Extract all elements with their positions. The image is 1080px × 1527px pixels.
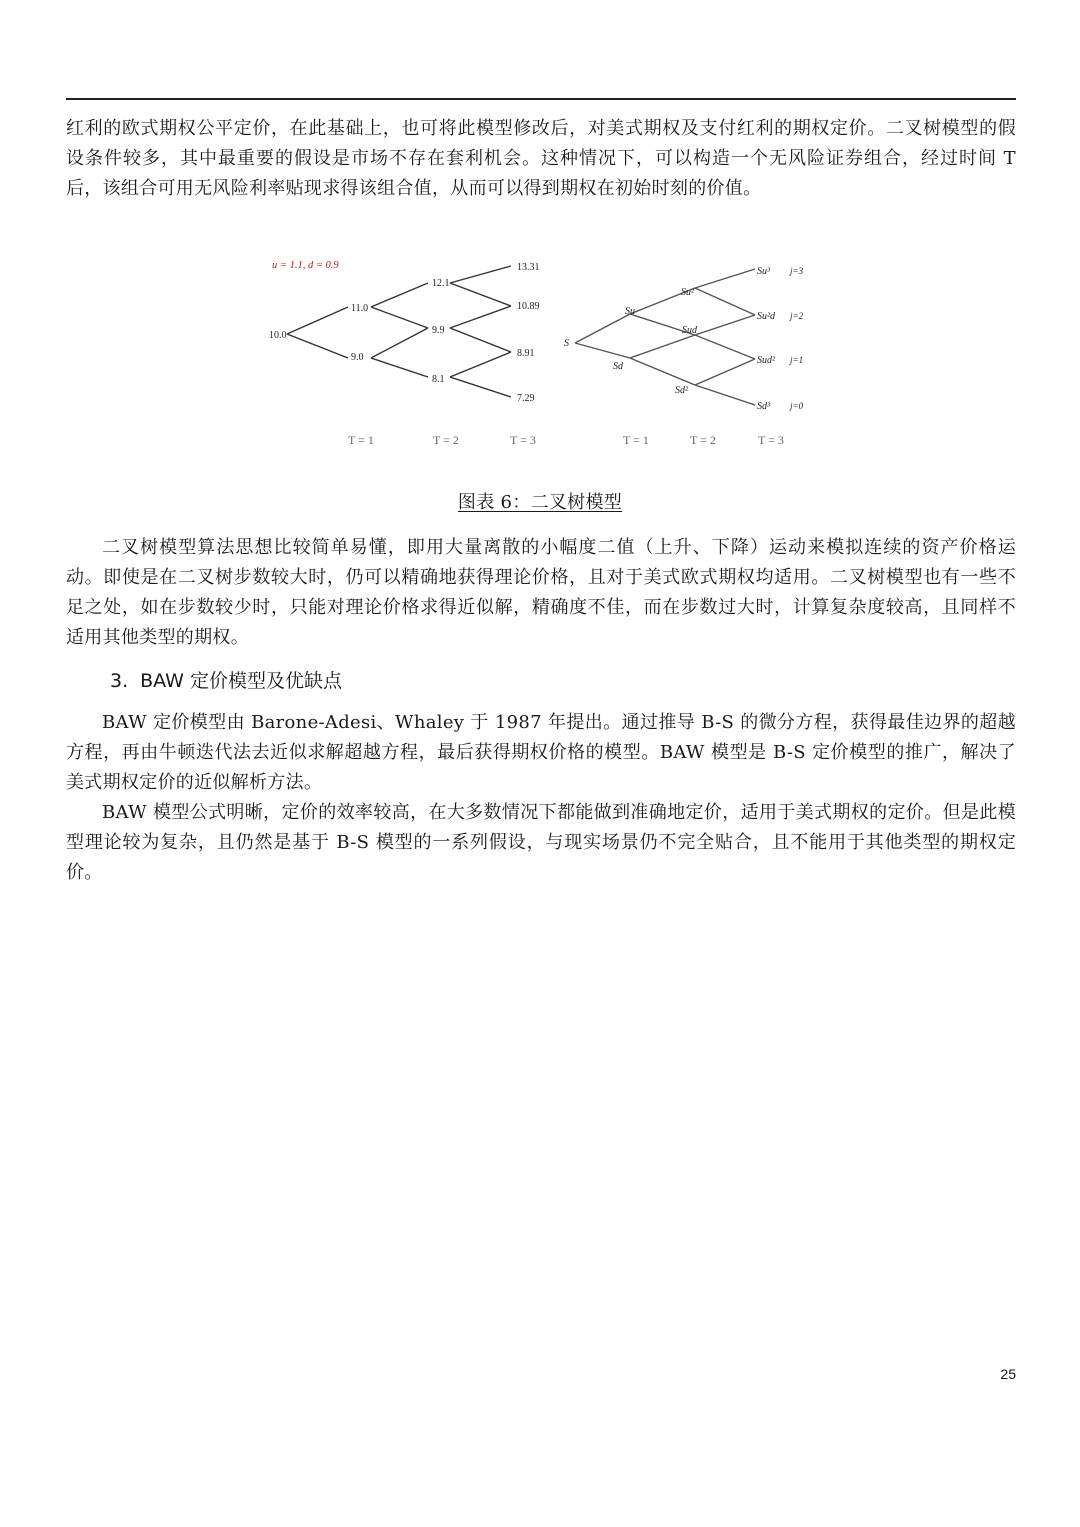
right-tree-nodes — [564, 266, 776, 412]
paragraph-binomial-intro: 红利的欧式期权公平定价，在此基础上，也可将此模型修改后，对美式期权及支付红利的期权定价。二叉树模型的假设条件较多，其中最重要的假设是市场不存在套利机会。这种情况下，可以构造一个无风险证券组合，经过时间 T 后，该组合可用无风险利率贴现求得该组合值，从而可以得到期权在初始时刻的价值。 — [66, 118, 1016, 199]
page-number: 25 — [1000, 1366, 1016, 1382]
left-time-label-2: T = 2 — [433, 433, 459, 447]
node-13-31: 13.31 — [517, 262, 540, 273]
binomial-tree-diagram — [255, 246, 825, 456]
j-labels — [789, 266, 804, 411]
tree-parameter-label: u = 1.1, d = 0.9 — [272, 260, 339, 271]
j-label-1: j=1 — [790, 355, 804, 365]
figure-caption-text: 图表 6：二叉树模型 — [457, 492, 623, 513]
paragraph-binomial-pros-cons: 二叉树模型算法思想比较简单易懂，即用大量离散的小幅度二值（上升、下降）运动来模拟连续的资产价格运动。即使是在二叉树步数较大时，仍可以精确地获得理论价格，且对于美式欧式期权均适用。二叉树模型也有一些不足之处，如在步数较少时，只能对理论价格求得近似解，精确度不佳，而在步数过大时，计算复杂度较高，且同样不适用其他类型的期权。 — [66, 537, 1016, 648]
node-sd: Sd — [613, 361, 623, 372]
right-tree-edges — [575, 269, 755, 405]
node-sd2: Sd² — [675, 385, 688, 396]
section-number: 3. — [110, 670, 129, 692]
figure-caption — [0, 490, 1080, 516]
section-heading — [110, 667, 354, 695]
node-10-89: 10.89 — [517, 301, 540, 312]
left-time-labels — [348, 433, 536, 447]
node-sud: Sud — [682, 325, 697, 336]
node-8-91: 8.91 — [517, 348, 535, 359]
binomial-tree-figure — [255, 246, 825, 456]
left-time-label-3: T = 3 — [510, 433, 536, 447]
node-11-0: 11.0 — [351, 303, 369, 314]
right-time-label-1: T = 1 — [623, 433, 649, 447]
section-title: BAW 定价模型及优缺点 — [140, 670, 342, 692]
node-sd3: Sd³ — [757, 401, 770, 412]
node-su2d: Su²d — [757, 311, 775, 322]
right-time-label-2: T = 2 — [690, 433, 716, 447]
left-tree-nodes — [269, 262, 540, 404]
left-time-label-1: T = 1 — [348, 433, 374, 447]
node-8-1: 8.1 — [432, 374, 445, 385]
node-7-29: 7.29 — [517, 393, 535, 404]
node-su2: Su² — [681, 287, 694, 298]
node-su3: Su³ — [757, 266, 770, 277]
node-s: S — [564, 338, 569, 349]
paragraph-baw-pros-cons: BAW 模型公式明晰，定价的效率较高，在大多数情况下都能做到准确地定价，适用于美式期权的定价。但是此模型理论较为复杂，且仍然是基于 B-S 模型的一系列假设，与现实场景仍不完全贴合，且不能用于其他类型的期权定价。 — [66, 802, 1016, 883]
node-12-1: 12.1 — [432, 278, 450, 289]
right-time-labels — [623, 433, 784, 447]
node-su: Su — [625, 306, 635, 317]
node-9-0: 9.0 — [351, 352, 364, 363]
node-9-9: 9.9 — [432, 325, 445, 336]
right-time-label-3: T = 3 — [758, 433, 784, 447]
header-rule — [66, 98, 1016, 100]
node-sud2: Sud² — [757, 355, 775, 366]
left-tree-edges — [287, 266, 511, 397]
paragraph-baw-intro: BAW 定价模型由 Barone-Adesi、Whaley 于 1987 年提出。通过推导 B-S 的微分方程，获得最佳边界的超越方程，再由牛顿迭代法去近似求解超越方程，最后获得期权价格的模型。BAW 模型是 B-S 定价模型的推广，解决了美式期权定价的近似解析方法。 — [66, 712, 1016, 793]
j-label-2: j=2 — [790, 311, 804, 321]
j-label-0: j=0 — [790, 401, 804, 411]
node-10-0: 10.0 — [269, 330, 287, 341]
j-label-3: j=3 — [790, 266, 804, 276]
